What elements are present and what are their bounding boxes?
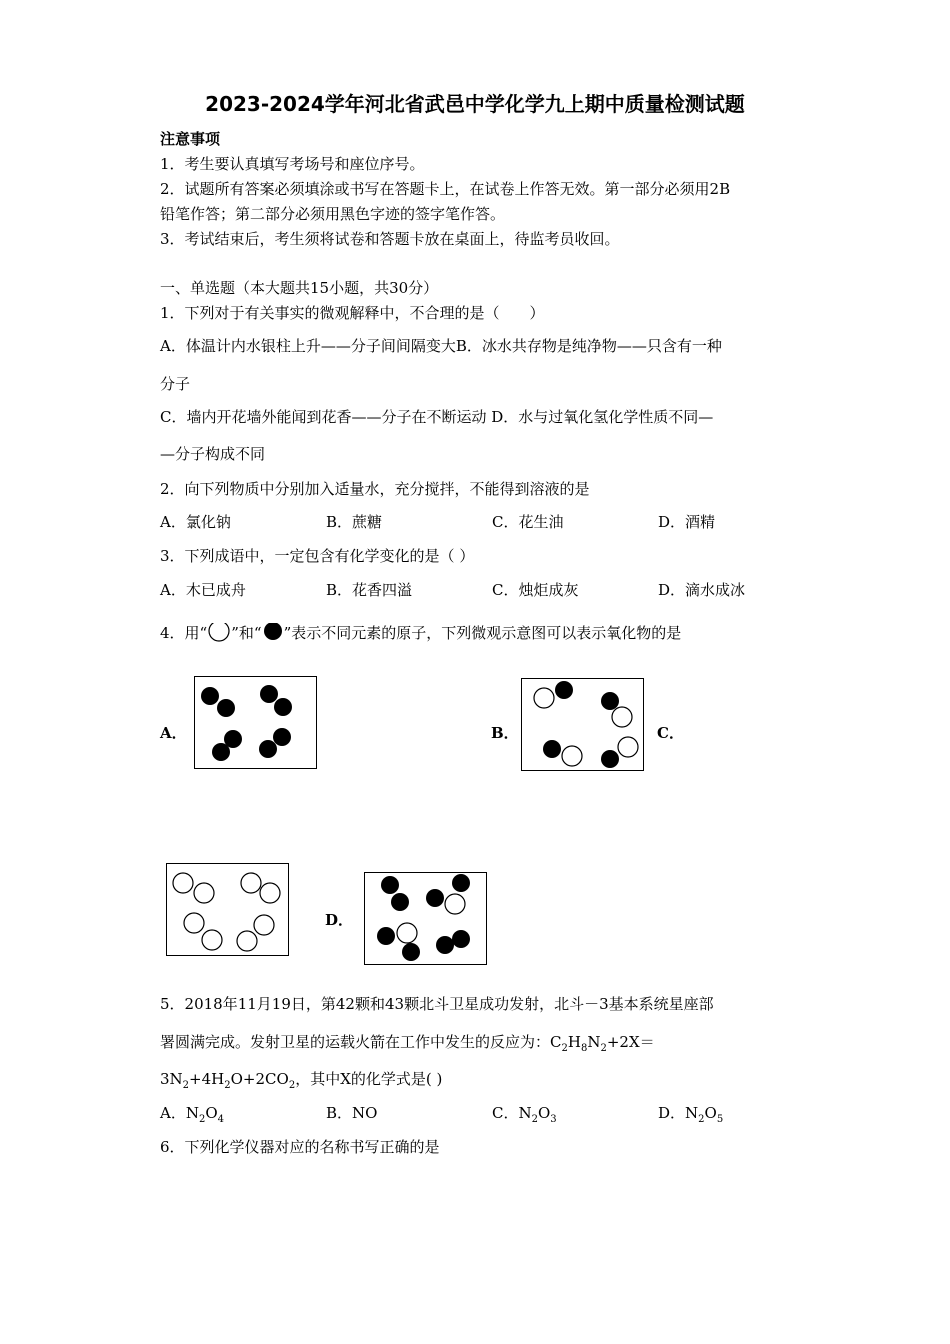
- black-atom: [217, 699, 235, 717]
- q3-stem: 3．下列成语中，一定包含有化学变化的是（ ）: [160, 547, 475, 565]
- formula-part: NO: [352, 1104, 378, 1122]
- formula-sub: 2: [561, 1043, 568, 1054]
- q6-stem: 6．下列化学仪器对应的名称书写正确的是: [160, 1138, 440, 1156]
- notice-item-2-cont: 铅笔作答；第二部分必须用黑色字迹的签字笔作答。: [160, 205, 506, 223]
- q5-option-a: [160, 1102, 224, 1125]
- q5-option-c: [492, 1102, 557, 1125]
- q5-reactant-formula: [550, 1033, 655, 1054]
- black-atom: [543, 740, 561, 758]
- formula-part: H: [567, 1033, 581, 1051]
- q5-product-formula: [160, 1070, 296, 1091]
- formula-part: N: [518, 1104, 532, 1122]
- diagram-b-molecules: [522, 679, 643, 770]
- white-atom: [237, 931, 257, 951]
- q5-line-2: [160, 1031, 655, 1054]
- white-atom: [534, 688, 554, 708]
- black-atom-icon: [262, 623, 284, 645]
- q5-line-3-text: ，其中X的化学式是( ): [295, 1070, 443, 1088]
- q2-stem: 2．向下列物质中分别加入适量水，充分搅拌，不能得到溶液的是: [160, 480, 590, 498]
- black-atom: [381, 876, 399, 894]
- formula-sub: 3: [550, 1114, 557, 1125]
- diagram-c-molecules: [167, 864, 288, 955]
- page-title: 2023-2024学年河北省武邑中学化学九上期中质量检测试题: [205, 92, 745, 116]
- black-atom: [274, 698, 292, 716]
- black-atom: [426, 889, 444, 907]
- q5-line-2-text: 署圆满完成。发射卫星的运载火箭在工作中发生的反应为：: [160, 1033, 551, 1051]
- diagram-a-molecules: [195, 677, 316, 768]
- q4-stem: [160, 622, 681, 645]
- formula-sub: 2: [198, 1114, 206, 1125]
- option-label: A．: [160, 1104, 186, 1122]
- white-atom: [618, 737, 638, 757]
- q1-option-cd: C．墙内开花墙外能闻到花香——分子在不断运动 D．水与过氧化氢化学性质不同—: [160, 408, 714, 426]
- q3-option-c: C．烛炬成灰: [492, 581, 579, 599]
- white-atom: [254, 915, 274, 935]
- option-label: D．: [658, 1104, 686, 1122]
- white-atom: [397, 923, 417, 943]
- q1-option-ab-cont: 分子: [160, 375, 191, 393]
- formula-part: N: [685, 1104, 699, 1122]
- q3-option-b: B．花香四溢: [326, 581, 413, 599]
- formula-sub: 5: [716, 1114, 724, 1125]
- white-atom: [184, 913, 204, 933]
- white-atom: [241, 873, 261, 893]
- formula-sub: 2: [531, 1114, 538, 1125]
- q5-line-1: 5．2018年11月19日，第42颗和43颗北斗卫星成功发射，北斗－3基本系统星座部: [160, 995, 714, 1013]
- formula-sub: 2: [600, 1043, 607, 1054]
- black-atom: [377, 927, 395, 945]
- formula-part: N: [185, 1104, 199, 1122]
- formula-sub: 4: [217, 1114, 225, 1125]
- formula-sub: 2: [288, 1080, 296, 1091]
- formula-sub: 2: [182, 1080, 190, 1091]
- black-atom: [452, 874, 470, 892]
- formula-part: +4H: [189, 1070, 225, 1088]
- q2-option-a: A．氯化钠: [160, 513, 231, 531]
- q4-diagram-b: [521, 678, 644, 771]
- white-atom-icon: [207, 623, 231, 645]
- q1-option-cd-cont: —分子构成不同: [160, 445, 266, 463]
- q4-label-c: C．: [657, 724, 684, 742]
- q1-stem: 1．下列对于有关事实的微观解释中，不合理的是（ ）: [160, 304, 545, 322]
- formula-sub: 2: [224, 1080, 231, 1091]
- white-atom: [612, 707, 632, 727]
- q2-option-b: B．蔗糖: [326, 513, 383, 531]
- notice-heading: 注意事项: [160, 130, 221, 148]
- q5-option-b: [326, 1102, 377, 1123]
- black-atom: [436, 936, 454, 954]
- formula-sub: 2: [698, 1114, 705, 1125]
- q5-option-d: [658, 1102, 723, 1125]
- black-atom: [391, 893, 409, 911]
- formula-part: O: [704, 1104, 717, 1122]
- black-atom: [555, 681, 573, 699]
- q4-label-a: A．: [160, 724, 187, 742]
- black-atom: [212, 743, 230, 761]
- q2-option-d: D．酒精: [658, 513, 716, 531]
- black-atom: [402, 943, 420, 961]
- section-heading: 一、单选题（本大题共15小题，共30分）: [160, 279, 439, 297]
- white-atom: [562, 746, 582, 766]
- q1-option-ab: A．体温计内水银柱上升——分子间间隔变大B．冰水共存物是纯净物——只含有一种: [160, 337, 722, 355]
- white-atom: [194, 883, 214, 903]
- q4-stem-suffix: ”表示不同元素的原子，下列微观示意图可以表示氧化物的是: [283, 624, 682, 642]
- black-atom: [601, 750, 619, 768]
- white-atom: [173, 873, 193, 893]
- q4-diagram-a: [194, 676, 317, 769]
- black-atom: [201, 687, 219, 705]
- black-atom: [452, 930, 470, 948]
- notice-item-1: 1．考生要认真填写考场号和座位序号。: [160, 155, 425, 173]
- q4-label-b: B．: [491, 724, 519, 742]
- q3-option-a: A．木已成舟: [160, 581, 246, 599]
- formula-part: N: [587, 1033, 601, 1051]
- white-atom: [202, 930, 222, 950]
- white-atom: [445, 894, 465, 914]
- black-atom: [601, 692, 619, 710]
- formula-part: +2X＝: [606, 1033, 655, 1051]
- q4-label-d: D．: [325, 911, 354, 929]
- black-atom: [259, 740, 277, 758]
- option-label: B．: [326, 1104, 353, 1122]
- option-label: C．: [492, 1104, 519, 1122]
- q4-diagram-c: [166, 863, 289, 956]
- q3-option-d: D．滴水成冰: [658, 581, 746, 599]
- formula-part: O+2CO: [230, 1070, 289, 1088]
- formula-part: C: [550, 1033, 562, 1051]
- white-atom: [260, 883, 280, 903]
- formula-part: 3N: [160, 1070, 183, 1088]
- formula-sub: 8: [580, 1043, 588, 1054]
- q4-diagram-d: [364, 872, 487, 965]
- diagram-d-molecules: [365, 873, 486, 964]
- black-atom: [273, 728, 291, 746]
- q5-line-3: [160, 1068, 442, 1091]
- q2-option-c: C．花生油: [492, 513, 564, 531]
- q4-stem-mid: ”和“: [231, 624, 262, 642]
- notice-item-2: 2．试题所有答案必须填涂或书写在答题卡上，在试卷上作答无效。第一部分必须用2B: [160, 180, 731, 198]
- notice-item-3: 3．考试结束后，考生须将试卷和答题卡放在桌面上，待监考员收回。: [160, 230, 620, 248]
- black-atom: [260, 685, 278, 703]
- formula-part: O: [537, 1104, 551, 1122]
- formula-part: O: [205, 1104, 218, 1122]
- q4-stem-prefix: 4．用“: [160, 624, 208, 642]
